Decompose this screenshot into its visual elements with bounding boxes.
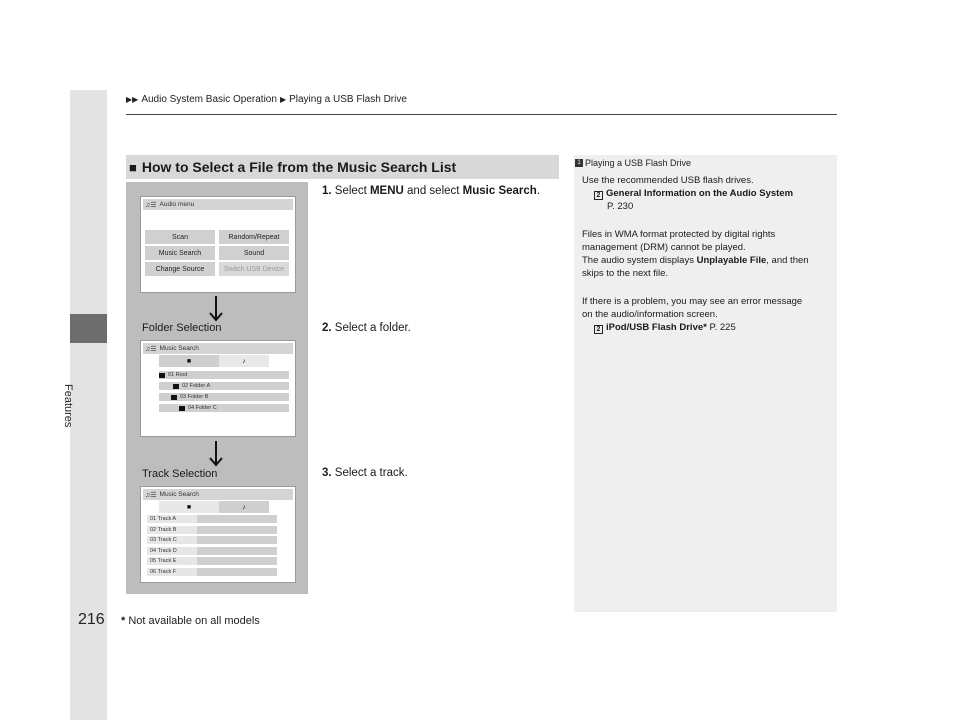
folder-search-screen xyxy=(140,340,296,437)
list-item[interactable]: 02 Track B xyxy=(147,526,277,534)
reference-arrow-icon: 2 xyxy=(594,325,603,334)
section-heading xyxy=(126,155,559,179)
list-item[interactable]: 03 Track C xyxy=(147,536,277,544)
list-item[interactable]: 04 Track D xyxy=(147,547,277,555)
music-note-icon: ♫☰ xyxy=(145,491,157,499)
music-note-icon: ♫☰ xyxy=(145,345,157,353)
sound-button[interactable]: Sound xyxy=(219,246,289,260)
search-tabs xyxy=(159,355,279,367)
tab-track[interactable]: ♪ xyxy=(219,501,269,513)
screen-header xyxy=(143,199,293,210)
screen-header xyxy=(143,343,293,354)
scan-button[interactable]: Scan xyxy=(145,230,215,244)
folder-selection-caption: Folder Selection xyxy=(142,322,222,334)
step-1: 1. Select MENU and select Music Search. xyxy=(322,185,541,197)
note-text: Use the recommended USB flash drives. xyxy=(582,175,754,186)
screen-title: Audio menu xyxy=(159,201,195,208)
screen-header xyxy=(143,489,293,500)
page-number: 216 xyxy=(78,611,105,628)
track-search-screen xyxy=(140,486,296,583)
reference-arrow-icon: 2 xyxy=(594,191,603,200)
music-search-button[interactable]: Music Search xyxy=(145,246,215,260)
down-arrow-icon xyxy=(209,441,223,467)
tab-folder[interactable]: ■ xyxy=(159,501,219,513)
list-item[interactable]: 01 Root xyxy=(159,371,289,379)
folder-icon xyxy=(173,384,179,389)
step-3: 3. Select a track. xyxy=(322,467,408,479)
audio-menu-screen xyxy=(140,196,296,293)
tab-folder[interactable]: ■ xyxy=(159,355,219,367)
switch-usb-device-button[interactable]: Switch USB Device xyxy=(219,262,289,276)
breadcrumb-item: Playing a USB Flash Drive xyxy=(289,94,407,105)
note-badge: 1 xyxy=(575,159,583,167)
breadcrumb-arrow-icon: ▶ xyxy=(279,95,287,104)
breadcrumb xyxy=(126,94,407,105)
side-tab-marker xyxy=(70,314,107,343)
tab-track[interactable]: ♪ xyxy=(219,355,269,367)
folder-icon xyxy=(179,406,185,411)
section-title: How to Select a File from the Music Search List xyxy=(141,159,457,175)
note-text: The audio system displays Unplayable File, and then xyxy=(582,255,809,266)
folder-icon xyxy=(159,373,165,378)
list-item[interactable]: 06 Track F xyxy=(147,568,277,576)
change-source-button[interactable]: Change Source xyxy=(145,262,215,276)
step-2: 2. Select a folder. xyxy=(322,322,411,334)
note-reference-link[interactable]: 2 iPod/USB Flash Drive* P. 225 xyxy=(594,322,736,334)
note-box xyxy=(574,155,837,612)
folder-icon xyxy=(171,395,177,400)
list-item[interactable]: 02 Folder A xyxy=(159,382,289,390)
header-rule xyxy=(126,114,837,115)
screen-title: Music Search xyxy=(159,491,199,498)
note-reference-link[interactable]: 2 General Information on the Audio System xyxy=(594,188,793,200)
music-note-icon: ♫☰ xyxy=(145,201,157,209)
list-item[interactable]: 01 Track A xyxy=(147,515,277,523)
random-repeat-button[interactable]: Random/Repeat xyxy=(219,230,289,244)
note-reference-page: P. 230 xyxy=(607,201,634,212)
note-text: on the audio/information screen. xyxy=(582,309,718,320)
list-item[interactable]: 05 Track E xyxy=(147,557,277,565)
breadcrumb-item: Audio System Basic Operation xyxy=(141,94,277,105)
list-item[interactable]: 03 Folder B xyxy=(159,393,289,401)
note-title: 1 Playing a USB Flash Drive xyxy=(575,158,691,168)
footnote: * Not available on all models xyxy=(121,615,260,627)
note-text: Files in WMA format protected by digital rights xyxy=(582,229,776,240)
note-text: management (DRM) cannot be played. xyxy=(582,242,746,253)
note-text: If there is a problem, you may see an error message xyxy=(582,296,803,307)
down-arrow-icon xyxy=(209,296,223,322)
screen-title: Music Search xyxy=(159,345,199,352)
list-item[interactable]: 04 Folder C xyxy=(159,404,289,412)
note-text: skips to the next file. xyxy=(582,268,669,279)
search-tabs xyxy=(159,501,279,513)
side-label: Features xyxy=(62,384,74,428)
track-selection-caption: Track Selection xyxy=(142,468,218,480)
breadcrumb-arrow-icon: ▶▶ xyxy=(126,95,139,104)
section-marker: ■ xyxy=(129,159,137,175)
